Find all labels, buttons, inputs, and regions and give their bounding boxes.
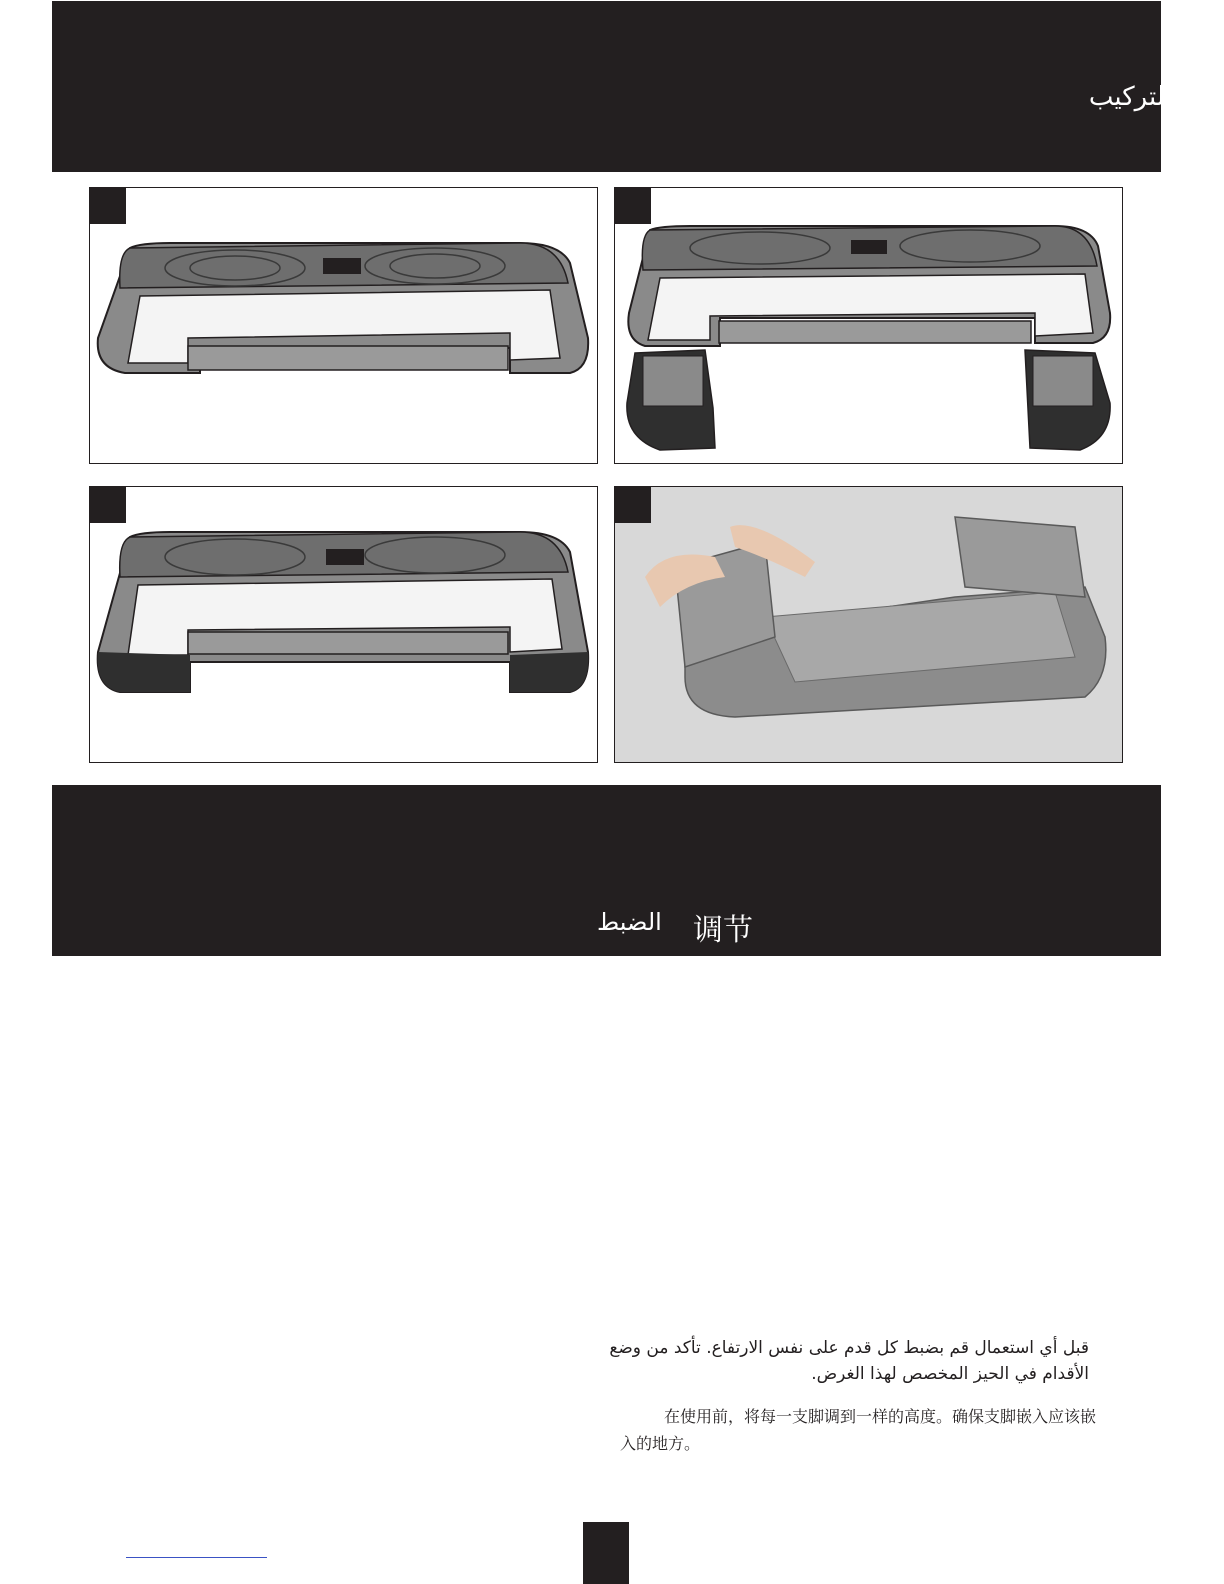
step-3-number-box xyxy=(90,487,126,523)
step-3-panel xyxy=(89,486,598,763)
footer-rule xyxy=(126,1557,267,1558)
assembled-platform-illustration xyxy=(90,487,598,763)
step-4-number-box xyxy=(615,487,651,523)
instructions-chinese: 在使用前，将每一支脚调到一样的高度。确保支脚嵌入应该嵌入的地方。 xyxy=(620,1407,1097,1453)
step-4-panel xyxy=(614,486,1123,763)
step-1-number-box xyxy=(90,188,126,224)
step-2-panel xyxy=(614,187,1123,464)
page-number-box xyxy=(583,1522,629,1584)
assembly-title: التركيب xyxy=(1088,82,1172,112)
step-1-panel xyxy=(89,187,598,464)
assembly-banner xyxy=(52,1,1161,172)
assembly-photo-illustration xyxy=(615,487,1123,763)
step-platform-illustration xyxy=(90,188,598,464)
step-2-number-box xyxy=(615,188,651,224)
platform-with-risers-illustration xyxy=(615,188,1123,464)
adjustment-title-arabic: الضبط xyxy=(597,908,662,936)
instructions-arabic: قبل أي استعمال قم بضبط كل قدم على نفس الارتفاع. تأكد من وضع الأقدام في الحيز المخصص لهذا الغرض. xyxy=(609,1338,1089,1384)
adjustment-title-chinese: 调节 xyxy=(693,913,753,948)
